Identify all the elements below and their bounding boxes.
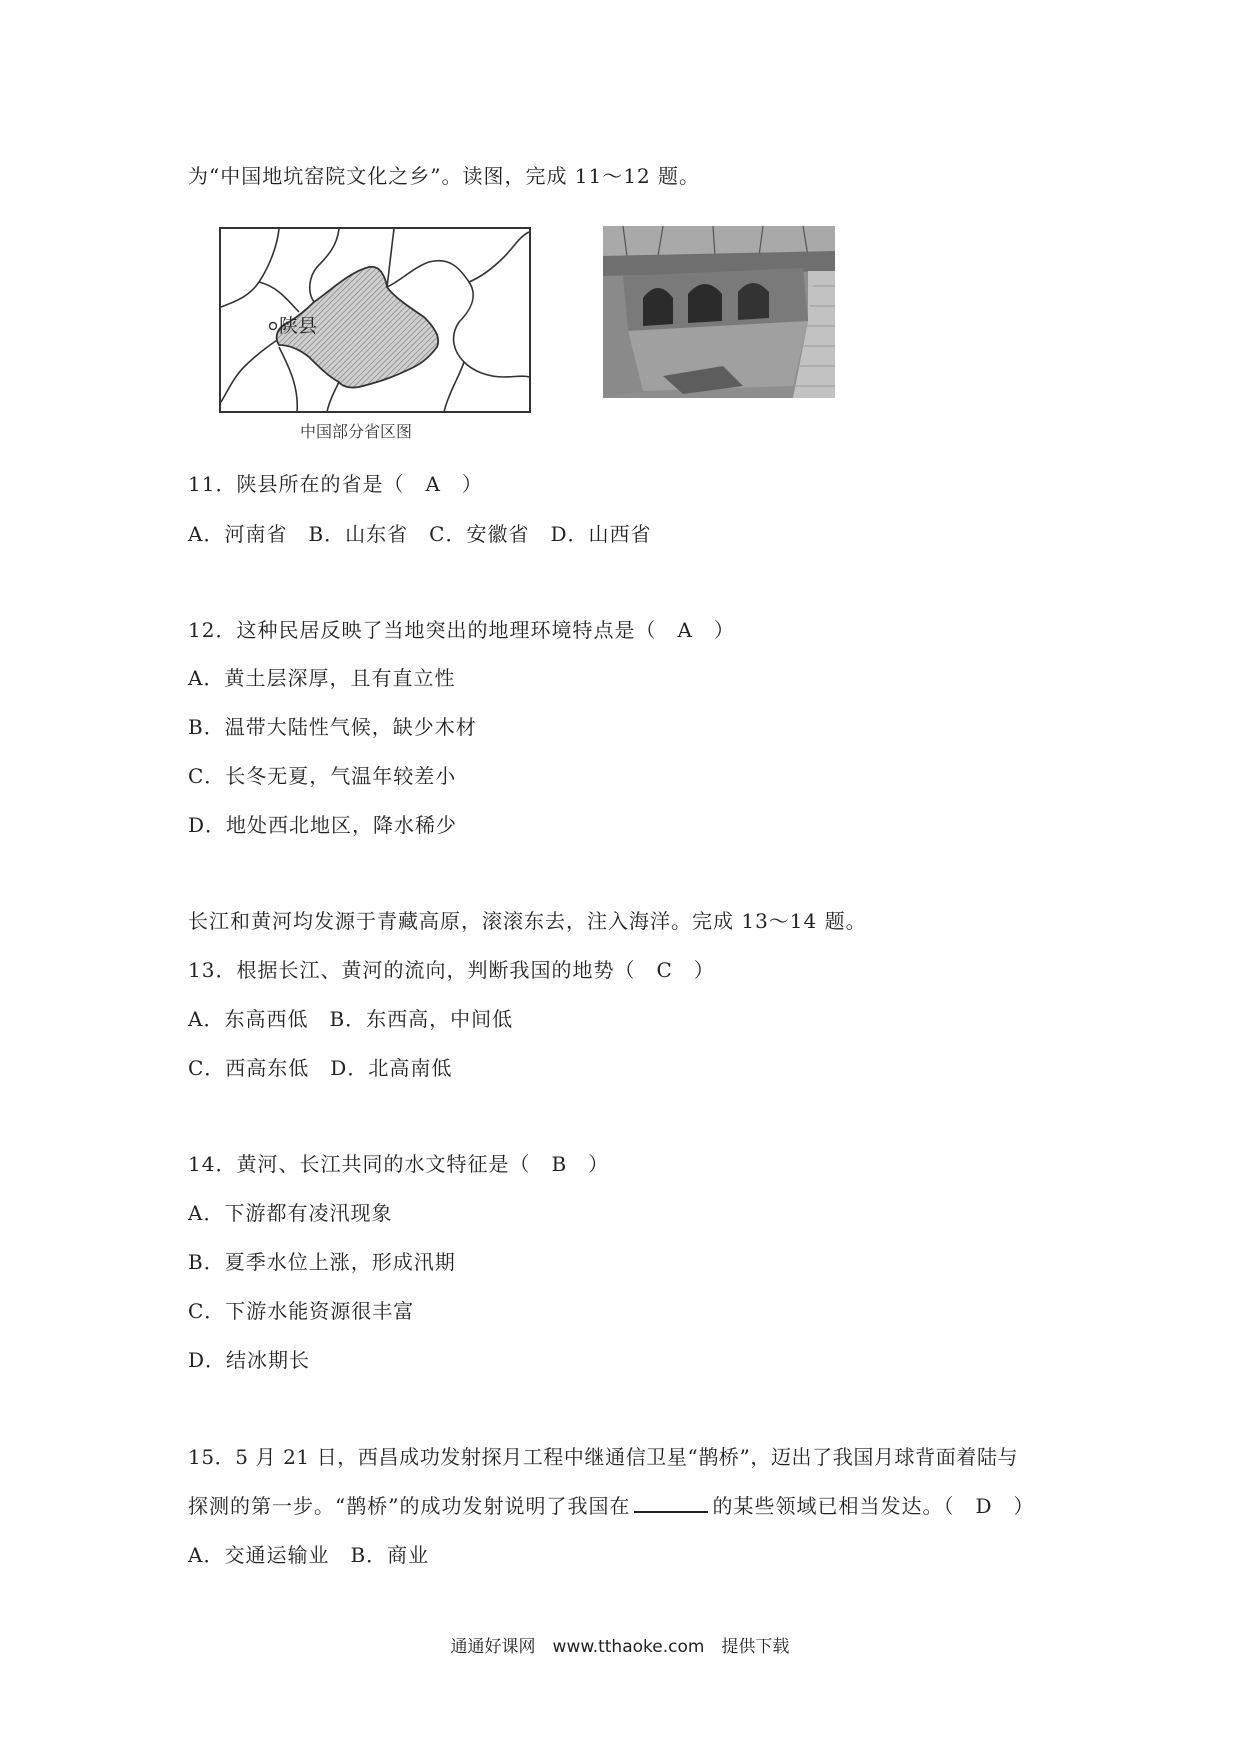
question-15-stem-line2 xyxy=(188,1492,1035,1520)
question-14-stem: 14．黄河、长江共同的水文特征是（ B ） xyxy=(188,1152,610,1176)
question-12-option-b: B．温带大陆性气候，缺少木材 xyxy=(188,715,477,739)
question-12-option-d: D．地处西北地区，降水稀少 xyxy=(188,813,458,837)
question-12-option-c: C．长冬无夏，气温年较差小 xyxy=(188,764,457,788)
question-15-stem-part2: 的某些领域已相当发达。（ D ） xyxy=(712,1494,1035,1518)
question-14-option-a: A．下游都有凌汛现象 xyxy=(188,1201,393,1225)
question-11-options: A．河南省 B．山东省 C．安徽省 D．山西省 xyxy=(188,522,652,546)
question-12-stem: 12．这种民居反映了当地突出的地理环境特点是（ A ） xyxy=(188,618,735,642)
question-14-option-d: D．结冰期长 xyxy=(188,1348,311,1372)
question-13-options-cd: C．西高东低 D．北高南低 xyxy=(188,1056,453,1080)
question-12-option-a: A．黄土层深厚，且有直立性 xyxy=(188,666,456,690)
question-14-option-b: B．夏季水位上涨，形成汛期 xyxy=(188,1250,456,1274)
question-15-stem-part1: 探测的第一步。“鹊桥”的成功发射说明了我国在 xyxy=(188,1494,631,1518)
cave-dwelling-photo xyxy=(603,226,835,398)
question-15-stem-line1: 15．5 月 21 日，西昌成功发射探月工程中继通信卫星“鹊桥”，迈出了我国月球背面着陆与 xyxy=(188,1445,1019,1469)
map-caption: 中国部分省区图 xyxy=(300,422,413,441)
question-13-options-ab: A．东高西低 B．东西高，中间低 xyxy=(188,1007,514,1031)
question-14-option-c: C．下游水能资源很丰富 xyxy=(188,1299,415,1323)
question-11-stem: 11．陕县所在的省是（ A ） xyxy=(188,472,483,496)
answer-blank xyxy=(634,1493,708,1513)
question-15-options: A．交通运输业 B．商业 xyxy=(188,1543,430,1567)
page-footer: 通通好课网 www.tthaoke.com 提供下载 xyxy=(450,1637,790,1657)
intro-text-2: 长江和黄河均发源于青藏高原，滚滚东去，注入海洋。完成 13～14 题。 xyxy=(188,909,867,933)
question-13-stem: 13．根据长江、黄河的流向，判断我国的地势（ C ） xyxy=(188,958,715,982)
county-label: 陕县 xyxy=(279,315,318,337)
intro-text-1: 为“中国地坑窑院文化之乡”。读图，完成 11～12 题。 xyxy=(188,164,701,188)
province-map xyxy=(219,227,531,413)
